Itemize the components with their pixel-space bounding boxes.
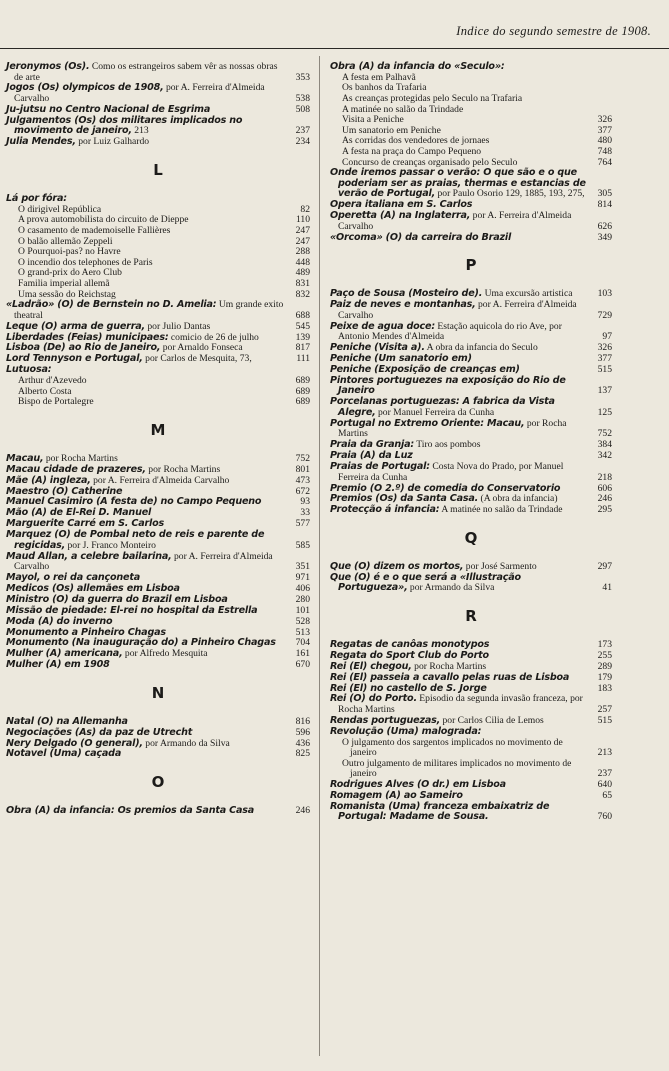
index-entry [6, 806, 310, 817]
entry-page-number: 640 [597, 779, 612, 791]
entry-page-number: 473 [295, 474, 310, 486]
index-entry [330, 727, 612, 738]
entry-description: comicio de 26 de julho [170, 331, 259, 343]
entry-description: A obra da infancia do Seculo [426, 342, 538, 354]
entry-title: Julgamentos (Os) dos militares implicados no movimento de janeiro, [6, 114, 243, 137]
entry-page-number: 349 [597, 231, 612, 243]
subentry-page-number: 82 [300, 203, 310, 215]
entry-page-number: 729 [597, 309, 612, 321]
entry-title: Macau, [6, 452, 44, 464]
entry-page-number: 688 [295, 309, 310, 321]
entry-page-number: 528 [295, 615, 310, 627]
subentry-text: Concurso de creanças organisado pelo Seculo [342, 156, 518, 168]
entry-title: Pintores portuguezes na exposição do Rio de Janeiro [330, 374, 566, 397]
index-entry [330, 419, 612, 440]
entry-title: Que (O) é e o que será a «Illustração Portugueza», [330, 571, 521, 594]
entry-title: Jeronymos (Os). [6, 61, 90, 72]
entry-page-number: 672 [295, 485, 310, 497]
entry-page-number: 814 [597, 199, 612, 211]
section-letter: L [153, 160, 163, 179]
entry-title: Monumento (Na inauguração do) a Pinheiro Chagas [6, 637, 276, 649]
entry-description: por A. Ferreira d'Almeida Carvalho [14, 82, 265, 105]
entry-description: por A. Ferreira d'Almeida Carvalho [93, 474, 230, 486]
subentry-page-number: 110 [295, 214, 310, 226]
entry-title: Notavel (Uma) caçada [6, 748, 122, 760]
entry-title: Mãe (A) ingleza, [6, 474, 91, 486]
entry-description: por Carlos Cilia de Lemos [442, 714, 544, 726]
entry-page-number: 183 [597, 682, 612, 694]
subentry-page-number: 377 [597, 124, 612, 136]
entry-title: Peniche (Exposição de creanças em) [330, 363, 520, 375]
entry-page-number: 513 [295, 626, 310, 638]
entry-page-number: 585 [295, 539, 310, 551]
entry-page-number: 255 [597, 649, 612, 661]
entry-title: Mulher (A) em 1908 [6, 659, 110, 671]
entry-title: Julia Mendes, [6, 136, 76, 148]
index-entry [6, 530, 310, 551]
entry-title: Regatas de canôas monotypos [330, 638, 490, 650]
subentry-page-number: 489 [295, 267, 310, 279]
entry-title: Revolução (Uma) malograda: [330, 725, 482, 737]
subentry-page-number: 326 [597, 114, 612, 126]
entry-description: por Rocha Martins [414, 660, 487, 672]
entry-page-number: 41 [602, 582, 612, 594]
subentry-text: O balão allemão Zeppeli [18, 235, 113, 247]
index-entry [330, 62, 612, 73]
entry-title: Maud Allan, a celebre bailarina, [6, 550, 172, 562]
subentry-text: O incendio dos telephones de Paris [18, 256, 153, 268]
entry-page-number: 173 [597, 638, 612, 650]
entry-description: Estação aquicola do rio Ave, por Antonio Mendes d'Almeida [338, 320, 562, 343]
entry-page-number: 406 [295, 582, 310, 594]
entry-title: Missão de piedade: El-rei no hospital da Estrella [6, 604, 258, 616]
subentry-text: A festa em Palhavã [342, 71, 416, 83]
entry-description: Costa Nova do Prado, por Manuel Ferreira da Cunha [338, 461, 564, 483]
subentry-text: O casamento de mademoiselle Fallières [18, 225, 171, 237]
section-letter: N [151, 683, 165, 702]
column-divider [319, 56, 320, 1056]
entry-title: Lord Tennyson e Portugal, [6, 353, 143, 365]
entry-title: Medicos (Os) allemães em Lisboa [6, 582, 180, 594]
entry-page-number: 33 [300, 507, 310, 519]
index-entry [6, 137, 310, 148]
index-entry [6, 552, 310, 573]
entry-title: Monumento a Pinheiro Chagas [6, 626, 166, 638]
entry-description: por Armando da Silva [145, 737, 230, 749]
index-entry [330, 211, 612, 232]
entry-page-number: 97 [602, 331, 612, 343]
entry-page-number: 545 [295, 320, 310, 332]
entry-page-number: 515 [597, 363, 612, 375]
entry-description: Um grande exito theatral [14, 299, 284, 321]
subentry-text: Familia imperial allemã [18, 277, 110, 289]
entry-title: Leque (O) arma de guerra, [6, 320, 145, 332]
entry-page-number: 704 [295, 637, 310, 649]
entry-page-number: 101 [295, 604, 310, 616]
subentry-text: Visita a Peniche [342, 114, 404, 126]
entry-title: Operetta (A) na Inglaterra, [330, 210, 471, 222]
index-subentry [6, 397, 310, 408]
entry-page-number: 234 [295, 136, 310, 148]
index-subentry [330, 759, 612, 780]
entry-title: Paiz de neves e montanhas, [330, 299, 476, 311]
entry-description: por A. Ferreira d'Almeida Carvalho [338, 210, 572, 232]
entry-description: por J. Franco Monteiro [67, 539, 156, 551]
entry-page-number: 752 [295, 452, 310, 464]
entry-title: Onde iremos passar o verão: O que são e o que poderiam ser as praias, thermas e estancias de verão de Portugal, [330, 167, 586, 200]
index-entry [6, 300, 310, 321]
entry-description: Episodio da segunda invasão franceza, por Rocha Martins [338, 693, 583, 716]
index-column-right [330, 62, 612, 823]
entry-description: por A. Ferreira d'Almeida Carvalho [14, 550, 273, 573]
entry-description: por Carlos de Mesquita, 73, [145, 353, 252, 365]
subentry-page-number: 832 [295, 288, 310, 300]
entry-description: por Manuel Ferreira da Cunha [377, 406, 495, 418]
entry-page-number: 137 [597, 385, 612, 397]
entry-description: Uma excursão artistica [484, 288, 573, 300]
subentry-text: O Pourquoi-pas? no Havre [18, 246, 121, 258]
index-entry [330, 397, 612, 418]
page-header [0, 0, 669, 49]
entry-page-number: 161 [295, 648, 310, 660]
entry-page-number: 825 [295, 748, 310, 760]
entry-page-number: 93 [300, 496, 310, 508]
index-subentry [330, 738, 612, 759]
entry-page-number: 596 [295, 726, 310, 738]
entry-page-number: 577 [295, 518, 310, 530]
entry-title: Lutuosa: [6, 364, 52, 376]
header-title: Indice do segundo semestre de 1908. [456, 24, 651, 38]
subentry-text: A festa na praça do Campo Pequeno [342, 146, 482, 158]
entry-page-number: 817 [295, 342, 310, 354]
entry-title: Praias de Portugal: [330, 461, 430, 473]
index-entry [330, 322, 612, 343]
entry-title: Praia (A) da Luz [330, 450, 413, 462]
index-entry [6, 660, 310, 671]
index-entry [6, 194, 310, 205]
subentry-text: Um sanatorio em Peniche [342, 124, 441, 136]
entry-page-number: 515 [597, 714, 612, 726]
subentry-page-number: 247 [295, 235, 310, 247]
entry-page-number: 436 [295, 737, 310, 749]
subentry-text: Bispo de Portalegre [18, 396, 94, 408]
entry-page-number: 971 [295, 572, 310, 584]
entry-page-number: 538 [295, 93, 310, 105]
entry-title: Que (O) dizem os mortos, [330, 560, 464, 572]
subentry-page-number: 689 [295, 385, 310, 397]
entry-page-number: 139 [295, 331, 310, 343]
entry-page-number: 237 [295, 125, 310, 137]
index-entry [6, 83, 310, 104]
subentry-text: A prova automobilista do circuito de Dieppe [18, 214, 189, 226]
entry-page-number: 65 [602, 789, 612, 801]
entry-title: Rei (El) passeia a cavallo pelas ruas de Lisboa [330, 671, 570, 683]
entry-title: Macau cidade de prazeres, [6, 463, 146, 475]
index-column-left [6, 62, 310, 817]
subentry-page-number: 689 [295, 396, 310, 408]
entry-title: Protecção á infancia: [330, 504, 440, 516]
entry-title: Negociações (As) da paz de Utrecht [6, 726, 193, 738]
entry-title: Liberdades (Feias) municipaes: [6, 331, 169, 343]
entry-description: por Alfredo Mesquita [124, 648, 208, 660]
entry-page-number: 353 [295, 71, 310, 83]
entry-page-number: 111 [296, 353, 310, 365]
subentry-page-number: 748 [597, 146, 612, 158]
index-entry [6, 62, 310, 83]
entry-title: Marguerite Carré em S. Carlos [6, 518, 165, 530]
entry-description: 213 [134, 125, 149, 137]
entry-title: Premio (O 2.º) de comedia do Conservatorio [330, 482, 561, 494]
entry-description: por Julio Dantas [147, 320, 211, 332]
index-entry [330, 376, 612, 397]
entry-description: por Rocha Martins [45, 452, 118, 464]
entry-title: Obra (A) da infancia: Os premios da Santa Casa [6, 805, 255, 817]
section-letter: O [151, 773, 165, 792]
subentry-text: As creanças protegidas pelo Seculo na Trafaria [342, 93, 523, 105]
entry-title: Peixe de agua doce: [330, 320, 435, 332]
entry-description: por Armando da Silva [409, 582, 495, 594]
entry-description: por Luiz Galhardo [78, 136, 150, 148]
entry-title: Nery Delgado (O general), [6, 737, 143, 749]
index-entry [330, 505, 612, 516]
entry-title: «Ladrão» (O) de Bernstein no D. Amelia: [6, 299, 217, 311]
entry-description: A matinée no salão da Trindade [441, 504, 563, 516]
section-letter: Q [464, 528, 478, 547]
subentry-page-number: 764 [597, 156, 612, 168]
index-subentry [6, 279, 310, 290]
index-entry [330, 233, 612, 244]
index-entry [6, 354, 310, 365]
entry-title: Mulher (A) americana, [6, 648, 123, 660]
subentry-page-number: 480 [597, 135, 612, 147]
index-entry [330, 573, 612, 594]
entry-page-number: 377 [597, 353, 612, 365]
subentry-page-number: 689 [295, 375, 310, 387]
index-entry [330, 802, 612, 823]
entry-page-number: 305 [597, 188, 612, 200]
subentry-text: A matinée no salão da Trindade [342, 103, 464, 115]
entry-title: Regata do Sport Club do Porto [330, 649, 489, 661]
entry-title: Mayol, o rei da cançoneta [6, 572, 140, 584]
entry-page-number: 606 [597, 482, 612, 494]
entry-page-number: 351 [295, 561, 310, 573]
entry-title: Jogos (Os) olympicos de 1908, [6, 82, 164, 94]
subentry-page-number: 831 [295, 277, 310, 289]
entry-description: (A obra da infancia) [480, 493, 558, 505]
entry-title: Manuel Casimiro (A festa de) no Campo Pequeno [6, 496, 262, 508]
subentry-page-number: 237 [597, 768, 612, 780]
entry-page-number: 218 [597, 471, 612, 483]
entry-title: Rei (El) no castello de S. Jorge [330, 682, 487, 694]
entry-title: Rei (El) chegou, [330, 660, 412, 672]
entry-description: por Arnaldo Fonseca [162, 342, 243, 354]
index-entry [330, 462, 612, 483]
section-letter: R [465, 606, 477, 625]
entry-page-number: 508 [295, 103, 310, 115]
index-entry [330, 168, 612, 200]
subentry-text: Outro julgamento de militares implicados no movimento de janeiro [342, 757, 572, 780]
index-entry [6, 749, 310, 760]
entry-title: Premios (Os) da Santa Casa. [330, 493, 479, 505]
index-entry [330, 694, 612, 715]
subentry-text: O dirigivel República [18, 203, 102, 215]
entry-title: Rendas portuguezas, [330, 714, 441, 726]
section-letter: P [465, 256, 477, 275]
entry-title: Portugal no Extremo Oriente: Macau, [330, 417, 525, 429]
subentry-text: Alberto Costa [18, 385, 72, 397]
subentry-text: As corridas dos vendedores de jornaes [342, 135, 490, 147]
entry-page-number: 125 [597, 406, 612, 418]
entry-page-number: 257 [597, 704, 612, 716]
entry-description: por Paulo Osorio 129, 1885, 193, 275, [437, 188, 585, 200]
entry-page-number: 752 [597, 428, 612, 440]
entry-title: Opera italiana em S. Carlos [330, 199, 473, 211]
entry-page-number: 246 [295, 805, 310, 817]
entry-page-number: 280 [295, 593, 310, 605]
entry-description: Como os estrangeiros sabem vêr as nossas obras de arte [14, 61, 278, 83]
entry-page-number: 816 [295, 715, 310, 727]
entry-page-number: 801 [295, 463, 310, 475]
entry-title: Natal (O) na Allemanha [6, 715, 128, 727]
entry-page-number: 626 [597, 220, 612, 232]
entry-title: Marquez (O) de Pombal neto de reis e parente de regicidas, [6, 529, 265, 551]
entry-page-number: 326 [597, 342, 612, 354]
entry-title: Praia da Granja: [330, 439, 415, 451]
entry-title: Ju-jutsu no Centro Nacional de Esgrima [6, 103, 211, 115]
entry-title: Romagem (A) ao Sameiro [330, 789, 463, 801]
section-letter: M [150, 420, 166, 439]
entry-title: Ministro (O) da guerra do Brazil em Lisboa [6, 593, 228, 605]
entry-page-number: 297 [597, 560, 612, 572]
index-entry [330, 300, 612, 321]
subentry-text: O grand-prix do Aero Club [18, 267, 122, 279]
subentry-page-number: 247 [295, 225, 310, 237]
subentry-text: Uma sessão do Reichstag [18, 288, 116, 300]
subentry-page-number: 448 [295, 256, 310, 268]
entry-description: Tiro aos pombos [416, 439, 481, 451]
entry-title: Lisboa (De) ao Rio de Janeiro, [6, 342, 161, 354]
entry-page-number: 295 [597, 504, 612, 516]
entry-title: Peniche (Visita a). [330, 342, 425, 354]
entry-page-number: 179 [597, 671, 612, 683]
entry-title: Peniche (Um sanatorio em) [330, 353, 472, 365]
entry-page-number: 289 [597, 660, 612, 672]
entry-title: Rei (O) do Porto. [330, 693, 417, 705]
subentry-page-number: 213 [597, 747, 612, 759]
entry-title: Romanista (Uma) franceza embaixatriz de Portugal: Madame de Sousa. [330, 800, 550, 823]
entry-page-number: 760 [597, 811, 612, 823]
entry-page-number: 384 [597, 439, 612, 451]
subentry-text: Arthur d'Azevedo [18, 375, 87, 387]
entry-page-number: 246 [597, 493, 612, 505]
entry-title: Moda (A) do inverno [6, 615, 113, 627]
entry-page-number: 670 [295, 659, 310, 671]
entry-description: por Rocha Martins [338, 417, 567, 440]
entry-description: por Rocha Martins [148, 463, 221, 475]
entry-title: «Orcoma» (O) da carreira do Brazil [330, 231, 512, 243]
entry-page-number: 342 [597, 450, 612, 462]
entry-title: Paço de Sousa (Mosteiro de). [330, 288, 483, 300]
subentry-text: O julgamento dos sargentos implicados no movimento de janeiro [342, 736, 563, 759]
subentry-text: Os banhos da Trafaria [342, 82, 427, 94]
index-entry [6, 116, 310, 137]
entry-title: Porcelanas portuguezas: A fabrica da Vista Alegre, [330, 396, 555, 418]
entry-title: Obra (A) da infancia do «Seculo»: [330, 61, 505, 72]
entry-title: Rodrigues Alves (O dr.) em Lisboa [330, 779, 506, 791]
entry-page-number: 103 [597, 288, 612, 300]
entry-description: por José Sarmento [465, 560, 537, 572]
entry-title: Maestro (O) Catherine [6, 485, 123, 497]
entry-description: por A. Ferreira d'Almeida Carvalho [338, 299, 577, 321]
entry-title: Mão (A) de El-Rei D. Manuel [6, 507, 152, 519]
subentry-page-number: 288 [295, 246, 310, 258]
entry-title: Lá por fóra: [6, 192, 67, 204]
